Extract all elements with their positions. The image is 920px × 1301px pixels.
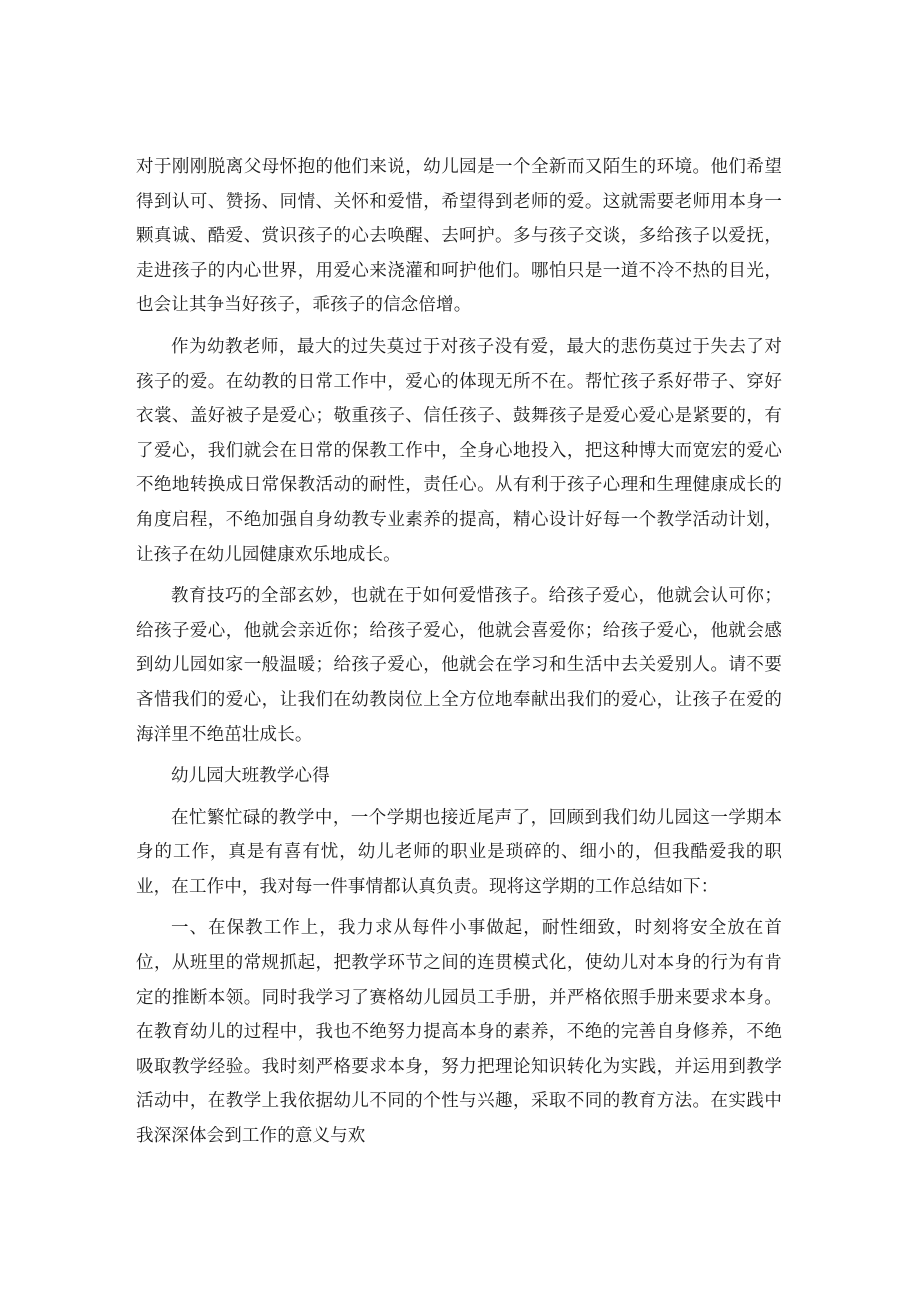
paragraph-4: 在忙繁忙碌的教学中，一个学期也接近尾声了，回顾到我们幼儿园这一学期本身的工作，真是有喜有忧，幼儿老师的职业是琐碎的、细小的，但我酷爱我的职业，在工作中，我对每一件事情都认真负责。现将这学期的工作总结如下： bbox=[136, 807, 782, 897]
paragraph-2: 作为幼教老师，最大的过失莫过于对孩子没有爱，最大的悲伤莫过于失去了对孩子的爱。在幼教的日常工作中，爱心的体现无所不在。帮忙孩子系好带子、穿好衣裳、盖好被子是爱心；敬重孩子、信任孩子、鼓舞孩子是爱心爱心是紧要的，有了爱心，我们就会在日常的保教工作中，全身心地投入，把这种博大而宽宏的爱心不绝地转换成日常保教活动的耐性，责任心。从有利于孩子心理和生理健康成长的角度启程，不绝加强自身幼教专业素养的提高，精心设计好每一个教学活动计划，让孩子在幼儿园健康欢乐地成长。 bbox=[136, 336, 782, 565]
document-body bbox=[136, 150, 782, 1161]
paragraph-5: 一、在保教工作上，我力求从每件小事做起，耐性细致，时刻将安全放在首位，从班里的常规抓起，把教学环节之间的连贯模式化，使幼儿对本身的行为有肯定的推断本领。同时我学习了赛格幼儿园员工手册，并严格依照手册来要求本身。在教育幼儿的过程中，我也不绝努力提高本身的素养，不绝的完善自身修养，不绝吸取教学经验。我时刻严格要求本身，努力把理论知识转化为实践，并运用到教学活动中，在教学上我依据幼儿不同的个性与兴趣，采取不同的教育方法。在实践中我深深体会到工作的意义与欢 bbox=[136, 918, 782, 1147]
paragraph-3: 教育技巧的全部玄妙，也就在于如何爱惜孩子。给孩子爱心，他就会认可你；给孩子爱心，他就会亲近你；给孩子爱心，他就会喜爱你；给孩子爱心，他就会感到幼儿园如家一般温暖；给孩子爱心，他就会在学习和生活中去关爱别人。请不要吝惜我们的爱心，让我们在幼教岗位上全方位地奉献出我们的爱心，让孩子在爱的海洋里不绝茁壮成长。 bbox=[136, 586, 782, 745]
section-heading: 幼儿园大班教学心得 bbox=[171, 766, 330, 787]
paragraph-1: 对于刚刚脱离父母怀抱的他们来说，幼儿园是一个全新而又陌生的环境。他们希望得到认可、赞扬、同情、关怀和爱惜，希望得到老师的爱。这就需要老师用本身一颗真诚、酷爱、赏识孩子的心去唤醒、去呵护。多与孩子交谈，多给孩子以爱抚，走进孩子的内心世界，用爱心来浇灌和呵护他们。哪怕只是一道不冷不热的目光，也会让其争当好孩子，乖孩子的信念倍增。 bbox=[136, 157, 782, 316]
